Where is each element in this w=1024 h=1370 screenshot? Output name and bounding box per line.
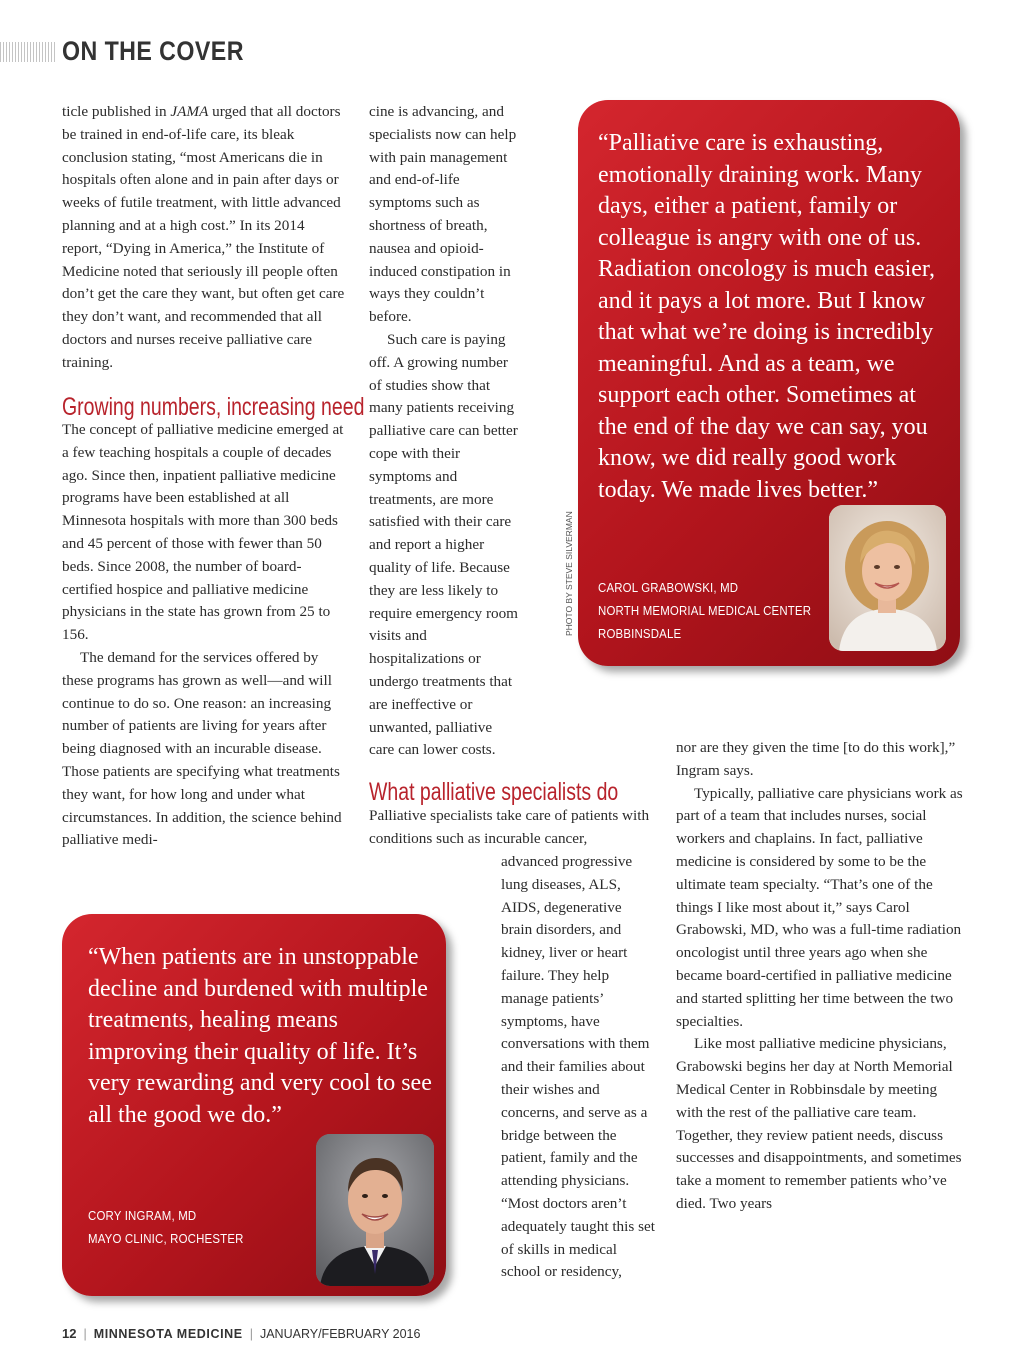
subhead-what-specialists-do: What palliative specialists do: [369, 778, 619, 806]
quote-top-name: CAROL GRABOWSKI, MD: [598, 580, 739, 595]
quote-bottom-text: “When patients are in unstoppable decline and burdened with multiple treatments, healing means improving their quality of life. It’s very rewarding and very cool to see all the good we do.”: [88, 944, 432, 1128]
column-2-paragraph-3-rest: advanced progressive lung diseases, ALS, AIDS, degenerative brain disorders, and kidney, liver or heart failure. They help manage patients’ symptoms, have conversations with them and their families about their wishes and concerns, and serve as a bridge between the patient, family and the attending physicians. “Most doctors aren’t adequately taught this set of skills in medical school or residency,: [501, 853, 655, 1281]
subhead-growing-numbers: Growing numbers, increasing need: [62, 393, 365, 421]
column-1-paragraph-3: The demand for the services offered by these programs has grown as well—and will continue to do so. One reason: an increasing number of patients are living for years after being diagnosed with an incurable disease. Those patients are specifying what treatments they want, for how long and under what circumstances. In addition, the science behind palliative medi-: [62, 648, 342, 849]
column-2-paragraph-3-intro: Palliative specialists take care of patients with conditions such as incurable cancer,: [369, 807, 650, 847]
column-2-top: [369, 101, 519, 762]
portrait-grabowski: [829, 505, 946, 651]
section-label: ON THE COVER: [62, 36, 244, 66]
quote-top-text: “Palliative care is exhausting, emotionally draining work. Many days, either a patient, family or colleague is angry with one of us. Radiation oncology is much easier, and it pays a lot more. But I know that what we’re doing is incredibly meaningful. And as a team, we support each other. Sometimes at the end of the day we can say, you know, we did really good work today. We made lives better.”: [598, 130, 935, 503]
portrait-ingram-illustration: [316, 1134, 434, 1286]
page-number: 12: [62, 1326, 77, 1341]
footer-separator: |: [249, 1327, 253, 1341]
quote-top-org: NORTH MEMORIAL MEDICAL CENTER: [598, 603, 812, 618]
column-2-intro: [369, 805, 654, 851]
column-2-narrow: [501, 851, 655, 1284]
column-2-paragraph-2: Such care is paying off. A growing number of studies show that many patients receiving palliative care can better cope with their symptoms and treatments, are more satisfied with their care and report a higher quality of life. Because they are less likely to require emergency room visits and hospitalizations or undergo treatments that are ineffective or unwanted, palliative care can lower costs.: [369, 330, 518, 759]
pull-quote-ingram: [62, 914, 446, 1296]
column-2-paragraph-1: cine is advancing, and specialists now can help with pain management and end-of-life symptoms such as shortness of breath, nausea and opioid-induced constipation in ways they couldn’t before.: [369, 103, 517, 326]
column-3-paragraph-1: nor are they given the time [to do this work],” Ingram says.: [676, 739, 956, 779]
journal-name: JAMA: [170, 103, 209, 120]
header-stripes: [0, 42, 56, 62]
quote-top-attribution: [598, 576, 811, 645]
quote-bottom-text-block: [88, 942, 434, 1131]
quote-bottom-name: CORY INGRAM, MD: [88, 1208, 197, 1223]
portrait-grabowski-illustration: [829, 505, 946, 651]
magazine-name: MINNESOTA MEDICINE: [93, 1327, 243, 1341]
pull-quote-grabowski: [578, 100, 960, 666]
issue-date: JANUARY/FEBRUARY 2016: [259, 1327, 421, 1341]
photo-credit: PHOTO BY STEVE SILVERMAN: [564, 511, 574, 636]
quote-top-text-block: [598, 128, 943, 506]
quote-bottom-attribution: [88, 1204, 244, 1250]
footer: [62, 1326, 420, 1341]
quote-top-city: ROBBINSDALE: [598, 626, 682, 641]
column-1-bottom: [62, 419, 348, 852]
column-3-paragraph-2: Typically, palliative care physicians work as part of a team that includes nurses, social workers and chaplains. In fact, palliative medicine is considered by some to be the ultimate team specialty. “That’s one of the things I like most about it,” says Carol Grabowski, MD, who was a full-time radiation oncologist until three years ago when she became board-certified in palliative medicine and started splitting her time between the two specialties.: [676, 784, 963, 1030]
quote-bottom-org: MAYO CLINIC, ROCHESTER: [88, 1231, 244, 1246]
column-3-paragraph-3: Like most palliative medicine physicians, Grabowski begins her day at North Memorial Medical Center in Robbinsdale by meeting with the rest of the palliative care team. Together, they review patient needs, discuss successes and disappointments, and sometimes take a moment to remember patients who’ve died. Two years: [676, 1035, 962, 1212]
footer-separator: |: [83, 1327, 87, 1341]
column-1-paragraph-2: The concept of palliative medicine emerged at a few teaching hospitals a couple of decades ago. Since then, inpatient palliative medicine programs have been established at all Minnesota hospitals with more than 300 beds and 45 percent of those with fewer than 50 beds. Since 2008, the number of board-certified hospice and palliative medicine physicians in the state has grown from 25 to 156.: [62, 421, 344, 644]
portrait-ingram: [316, 1134, 434, 1286]
column-1-paragraph-1: ticle published in JAMA urged that all doctors be trained in end-of-life care, its bleak conclusion stating, “most Americans die in hospitals often alone and in pain after days or weeks of futile treatment, with little advanced planning and at a high cost.” In its 2014 report, “Dying in America,” the Institute of Medicine noted that seriously ill people often don’t get the care they want, but often get care they don’t want, and recommended that all doctors and nurses receive palliative care training.: [62, 103, 345, 371]
column-3: [676, 737, 966, 1216]
column-1-top: [62, 101, 348, 375]
